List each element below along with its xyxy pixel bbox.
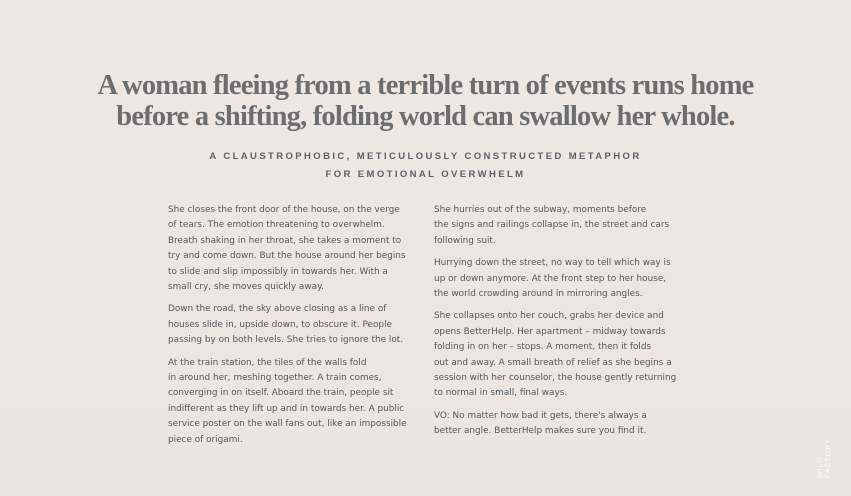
paragraph-train-station xyxy=(168,356,430,448)
text-line: small cry, she moves quickly away. xyxy=(168,282,324,293)
text-line: Hurrying down the street, no way to tell which way is xyxy=(434,258,671,269)
right-column xyxy=(434,203,698,447)
text-line: houses slide in, upside down, to obscure it. People xyxy=(168,319,392,330)
text-line: indifferent as they lift up and in towards her. A public xyxy=(168,403,405,414)
paragraph-street xyxy=(434,256,698,302)
paragraph-couch xyxy=(434,309,698,401)
text-line: following suit. xyxy=(434,235,496,246)
text-line: to normal in small, final ways. xyxy=(434,388,568,399)
subheading-line-1: A CLAUSTROPHOBIC, METICULOUSLY CONSTRUCTED METAPHOR xyxy=(209,151,642,162)
credit-line-2: FACTORY xyxy=(825,438,832,478)
text-line: try and come down. But the house around her begins xyxy=(168,251,406,262)
text-line: She hurries out of the subway, moments before xyxy=(434,205,647,215)
text-line: VO: No matter how bad it gets, there's always a xyxy=(434,410,647,421)
paragraph-subway xyxy=(434,203,698,249)
text-line: Breath shaking in her throat, she takes a moment to xyxy=(168,235,402,246)
text-line: Down the road, the sky above closing as a line of xyxy=(168,304,387,315)
text-line: of tears. The emotion threatening to overwhelm. xyxy=(168,220,385,231)
text-line: session with her counselor, the house gently returning xyxy=(434,373,677,384)
text-line: folding in on her – stops. A moment, then it folds xyxy=(434,342,652,353)
text-line: piece of origami. xyxy=(168,434,243,445)
subheading-line-2: FOR EMOTIONAL OVERWHELM xyxy=(325,169,526,180)
text-line: She collapses onto her couch, grabs her device and xyxy=(434,311,664,322)
headline xyxy=(60,70,791,132)
text-line: converging in on itself. Aboard the train, people sit xyxy=(168,388,394,399)
headline-line-1: A woman fleeing from a terrible turn of events runs home xyxy=(97,70,754,101)
text-line: service poster on the wall fans out, like an impossible xyxy=(168,419,407,430)
text-line: the signs and railings collapse in, the street and cars xyxy=(434,220,670,231)
headline-line-2: before a shifting, folding world can swallow her whole. xyxy=(116,101,735,132)
text-line: the world crowding around in mirroring angles. xyxy=(434,289,643,300)
text-line: At the train station, the tiles of the walls fold xyxy=(168,357,367,368)
text-line: She closes the front door of the house, on the verge xyxy=(168,205,400,215)
text-line: better angle. BetterHelp makes sure you find it. xyxy=(434,426,647,437)
studio-credit xyxy=(817,438,833,478)
text-line: in around her, meshing together. A train comes, xyxy=(168,373,382,384)
text-line: passing by on both levels. She tries to ignore the lot. xyxy=(168,335,404,346)
credit-line-1: WILD xyxy=(817,456,824,478)
left-column xyxy=(168,203,430,455)
text-line: to slide and slip impossibly in towards her. With a xyxy=(168,266,388,277)
paragraph-down-the-road xyxy=(168,302,430,348)
paragraph-front-door xyxy=(168,203,430,295)
paragraph-voiceover xyxy=(434,409,698,440)
text-line: up or down anymore. At the front step to her house, xyxy=(434,273,667,284)
subheading xyxy=(100,148,751,184)
text-line: out and away. A small breath of relief as she begins a xyxy=(434,357,672,368)
text-line: opens BetterHelp. Her apartment – midway towards xyxy=(434,326,666,337)
